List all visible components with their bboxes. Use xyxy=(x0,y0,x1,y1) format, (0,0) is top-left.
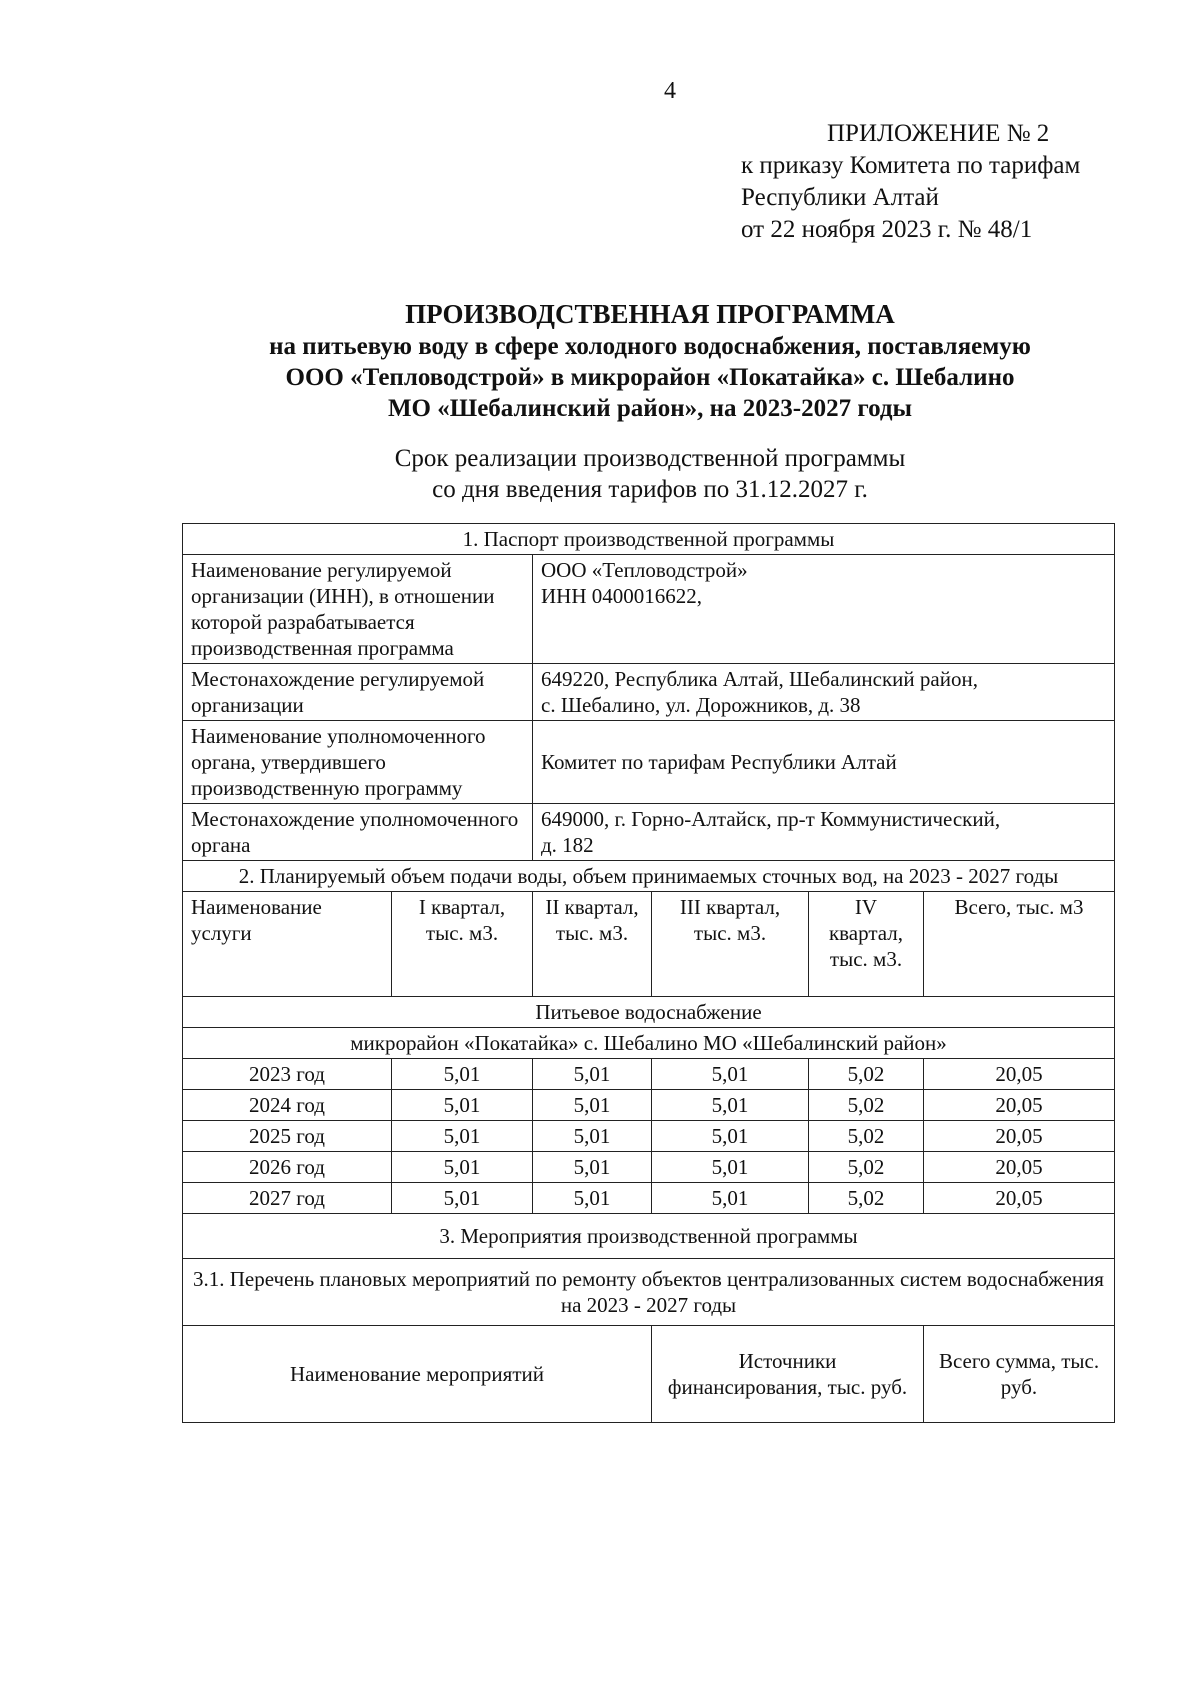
q4-cell: 5,02 xyxy=(809,1121,924,1152)
passport-value-line: 649220, Республика Алтай, Шебалинский район, xyxy=(541,667,978,691)
q4-cell: 5,02 xyxy=(809,1183,924,1214)
volume-subheading-row xyxy=(183,997,1115,1028)
appendix-line: к приказу Комитета по тарифам xyxy=(741,152,1081,179)
passport-value-line: Комитет по тарифам Республики Алтай xyxy=(541,750,897,774)
passport-row xyxy=(183,664,1115,721)
year-cell: 2024 год xyxy=(183,1090,392,1121)
column-header-service: Наименование услуги xyxy=(183,892,392,997)
q2-cell: 5,01 xyxy=(533,1152,652,1183)
passport-row xyxy=(183,804,1115,861)
column-header-q1: I квартал, тыс. м3. xyxy=(392,892,533,997)
appendix-line: от 22 ноября 2023 г. № 48/1 xyxy=(741,216,1033,243)
q1-cell: 5,01 xyxy=(392,1183,533,1214)
passport-value xyxy=(533,804,1115,861)
passport-heading-row xyxy=(183,524,1115,555)
total-cell: 20,05 xyxy=(924,1059,1115,1090)
measures-heading-row xyxy=(183,1214,1115,1259)
q1-cell: 5,01 xyxy=(392,1121,533,1152)
passport-value xyxy=(533,664,1115,721)
passport-row xyxy=(183,555,1115,664)
volume-subheading: Питьевое водоснабжение xyxy=(183,997,1115,1028)
passport-label: Местонахождение уполномоченного органа xyxy=(183,804,533,861)
year-cell: 2027 год xyxy=(183,1183,392,1214)
year-cell: 2026 год xyxy=(183,1152,392,1183)
q1-cell: 5,01 xyxy=(392,1059,533,1090)
table-row xyxy=(183,1090,1115,1121)
measures-subheading-row xyxy=(183,1259,1115,1326)
passport-value-line: д. 182 xyxy=(541,833,594,857)
table-row xyxy=(183,1059,1115,1090)
q4-cell: 5,02 xyxy=(809,1152,924,1183)
volume-location: микрорайон «Покатайка» с. Шебалино МО «Шебалинский район» xyxy=(183,1028,1115,1059)
column-header-total: Всего, тыс. м3 xyxy=(924,892,1115,997)
appendix-block xyxy=(741,118,1080,246)
q2-cell: 5,01 xyxy=(533,1121,652,1152)
column-header-q4: IV квартал, тыс. м3. xyxy=(809,892,924,997)
program-table xyxy=(182,523,1115,1423)
total-cell: 20,05 xyxy=(924,1121,1115,1152)
passport-value-line: ИНН 0400016622, xyxy=(541,584,702,608)
q3-cell: 5,01 xyxy=(652,1090,809,1121)
appendix-line: Республики Алтай xyxy=(741,184,939,211)
document-title xyxy=(0,297,1200,424)
q2-cell: 5,01 xyxy=(533,1183,652,1214)
passport-heading: 1. Паспорт производственной программы xyxy=(183,524,1115,555)
volume-heading-row xyxy=(183,861,1115,892)
total-cell: 20,05 xyxy=(924,1183,1115,1214)
volume-heading: 2. Планируемый объем подачи воды, объем принимаемых сточных вод, на 2023 - 2027 годы xyxy=(183,861,1115,892)
q2-cell: 5,01 xyxy=(533,1059,652,1090)
q1-cell: 5,01 xyxy=(392,1152,533,1183)
column-header-q2: II квартал, тыс. м3. xyxy=(533,892,652,997)
passport-row xyxy=(183,721,1115,804)
passport-label: Местонахождение регулируемой организации xyxy=(183,664,533,721)
passport-value-line: с. Шебалино, ул. Дорожников, д. 38 xyxy=(541,693,861,717)
q3-cell: 5,01 xyxy=(652,1121,809,1152)
q1-cell: 5,01 xyxy=(392,1090,533,1121)
title-line: МО «Шебалинский район», на 2023-2027 годы xyxy=(387,395,913,422)
passport-value-line: ООО «Тепловодстрой» xyxy=(541,558,748,582)
year-cell: 2025 год xyxy=(183,1121,392,1152)
measures-heading: 3. Мероприятия производственной программы xyxy=(183,1214,1115,1259)
table-row xyxy=(183,1152,1115,1183)
passport-value xyxy=(533,555,1115,664)
title-line: ООО «Тепловодстрой» в микрорайон «Покатайка» с. Шебалино xyxy=(285,364,1015,391)
title-line: ПРОИЗВОДСТВЕННАЯ ПРОГРАММА xyxy=(405,299,895,329)
passport-label: Наименование уполномоченного органа, утвердившего производственную программу xyxy=(183,721,533,804)
q4-cell: 5,02 xyxy=(809,1059,924,1090)
column-header-q3: III квартал, тыс. м3. xyxy=(652,892,809,997)
measures-subheading: 3.1. Перечень плановых мероприятий по ремонту объектов централизованных систем водоснабжения на 2023 - 2027 годы xyxy=(183,1259,1115,1326)
column-header-measure-name: Наименование мероприятий xyxy=(183,1326,652,1423)
table-row xyxy=(183,1183,1115,1214)
total-cell: 20,05 xyxy=(924,1090,1115,1121)
column-header-total-sum: Всего сумма, тыс. руб. xyxy=(924,1326,1115,1423)
passport-value-line: 649000, г. Горно-Алтайск, пр-т Коммунистический, xyxy=(541,807,1001,831)
appendix-title: ПРИЛОЖЕНИЕ № 2 xyxy=(827,120,1050,147)
column-header-funding-sources: Источники финансирования, тыс. руб. xyxy=(652,1326,924,1423)
q2-cell: 5,01 xyxy=(533,1090,652,1121)
program-term xyxy=(0,443,1200,505)
total-cell: 20,05 xyxy=(924,1152,1115,1183)
measures-column-headers xyxy=(183,1326,1115,1423)
year-cell: 2023 год xyxy=(183,1059,392,1090)
page-number: 4 xyxy=(664,78,676,104)
q3-cell: 5,01 xyxy=(652,1059,809,1090)
passport-value xyxy=(533,721,1115,804)
term-line: со дня введения тарифов по 31.12.2027 г. xyxy=(432,476,868,503)
q3-cell: 5,01 xyxy=(652,1183,809,1214)
q3-cell: 5,01 xyxy=(652,1152,809,1183)
passport-label: Наименование регулируемой организации (ИНН), в отношении которой разрабатывается производственная программа xyxy=(183,555,533,664)
title-line: на питьевую воду в сфере холодного водоснабжения, поставляемую xyxy=(269,333,1031,360)
q4-cell: 5,02 xyxy=(809,1090,924,1121)
table-row xyxy=(183,1121,1115,1152)
volume-column-headers xyxy=(183,892,1115,997)
term-line: Срок реализации производственной программы xyxy=(394,445,906,472)
volume-subheading-row xyxy=(183,1028,1115,1059)
